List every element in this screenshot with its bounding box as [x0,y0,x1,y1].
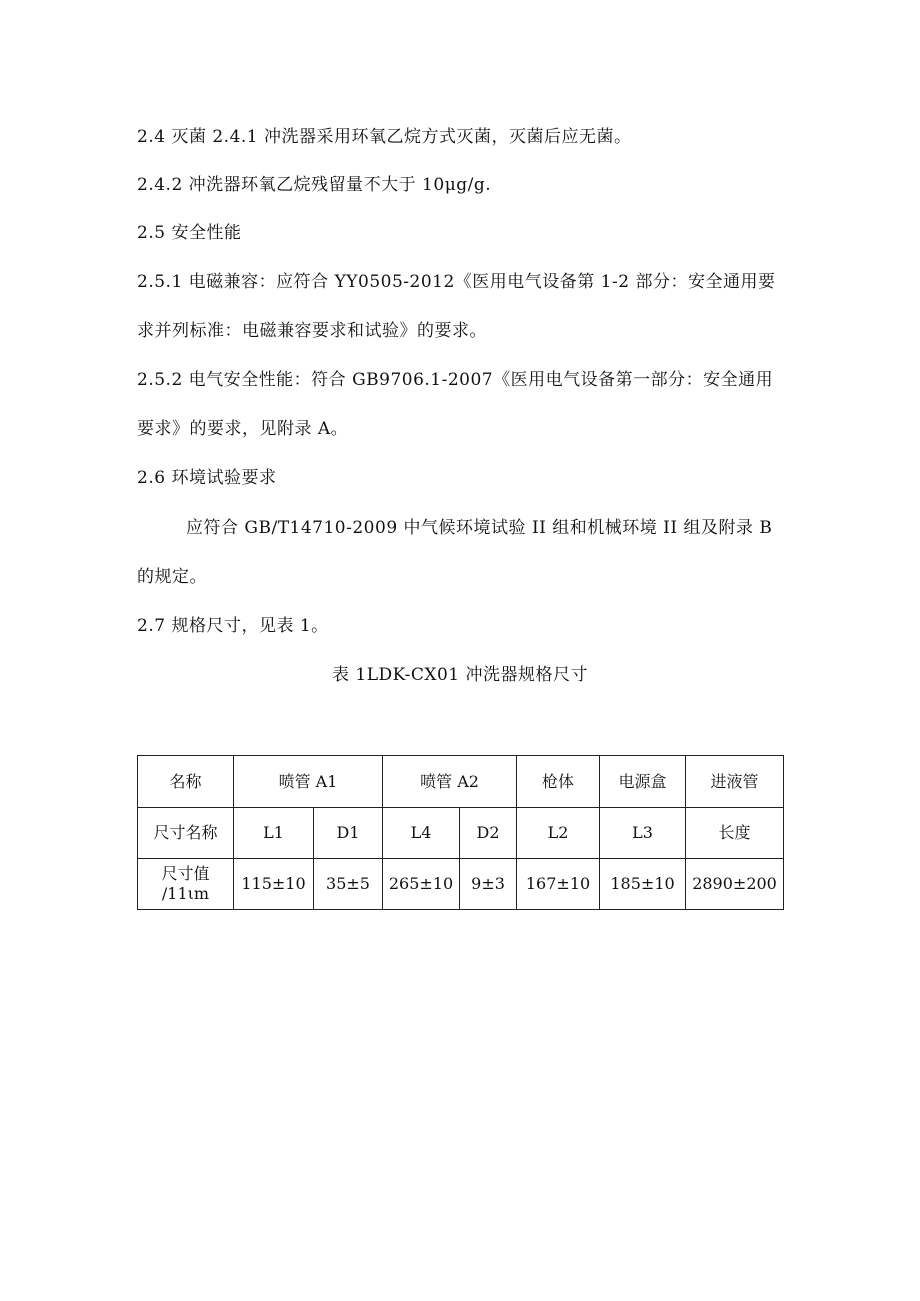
value-cell-l3: 185±10 [600,859,686,910]
header-cell-name: 名称 [138,756,234,808]
value-label-line2: /11ιm [161,884,210,903]
value-cell-length: 2890±200 [686,859,784,910]
heading-2-5: 2.5 安全性能 [137,223,242,243]
dim-cell-l2: L2 [517,808,600,859]
value-cell-label [138,859,234,910]
dim-cell-d2: D2 [460,808,517,859]
header-cell-gun-body: 枪体 [517,756,600,808]
dim-cell-l4: L4 [383,808,460,859]
paragraph-2-5-2-line1: 2.5.2 电气安全性能：符合 GB9706.1-2007《医用电气设备第一部分：安全通用 [137,370,774,390]
header-cell-nozzle-a2: 喷管 A2 [383,756,517,808]
paragraph-2-7: 2.7 规格尺寸，见表 1。 [137,616,329,636]
paragraph-2-6-line2: 的规定。 [137,567,207,587]
paragraph-2-5-1-line2: 求并列标准：电磁兼容要求和试验》的要求。 [137,321,487,341]
table-row [138,859,784,910]
paragraph-2-5-2-line2: 要求》的要求，见附录 A。 [137,419,349,439]
value-label-line1: 尺寸值 [161,864,210,883]
header-cell-power-box: 电源盒 [600,756,686,808]
dim-cell-label: 尺寸名称 [138,808,234,859]
header-cell-nozzle-a1: 喷管 A1 [234,756,383,808]
table-caption: 表 1LDK-CX01 冲洗器规格尺寸 [332,665,588,685]
value-cell-l4: 265±10 [383,859,460,910]
heading-2-6: 2.6 环境试验要求 [137,468,277,488]
dim-cell-l3: L3 [600,808,686,859]
paragraph-2-5-1-line1: 2.5.1 电磁兼容：应符合 YY0505-2012《医用电气设备第 1-2 部分：安全通用要 [137,272,776,292]
dim-cell-d1: D1 [314,808,383,859]
value-cell-d2: 9±3 [460,859,517,910]
paragraph-2-4-2: 2.4.2 冲洗器环氧乙烷残留量不大于 10μg/g. [137,175,492,195]
value-cell-l1: 115±10 [234,859,314,910]
value-cell-d1: 35±5 [314,859,383,910]
paragraph-2-6-line1: 应符合 GB/T14710-2009 中气候环境试验 II 组和机械环境 II 组及附录 B [186,518,773,538]
spec-table [137,755,784,910]
paragraph-2-4: 2.4 灭菌 2.4.1 冲洗器采用环氧乙烷方式灭菌，灭菌后应无菌。 [137,127,632,147]
dim-cell-length: 长度 [686,808,784,859]
dim-cell-l1: L1 [234,808,314,859]
value-cell-l2: 167±10 [517,859,600,910]
table-row [138,756,784,808]
table-row [138,808,784,859]
header-cell-inlet-tube: 进液管 [686,756,784,808]
